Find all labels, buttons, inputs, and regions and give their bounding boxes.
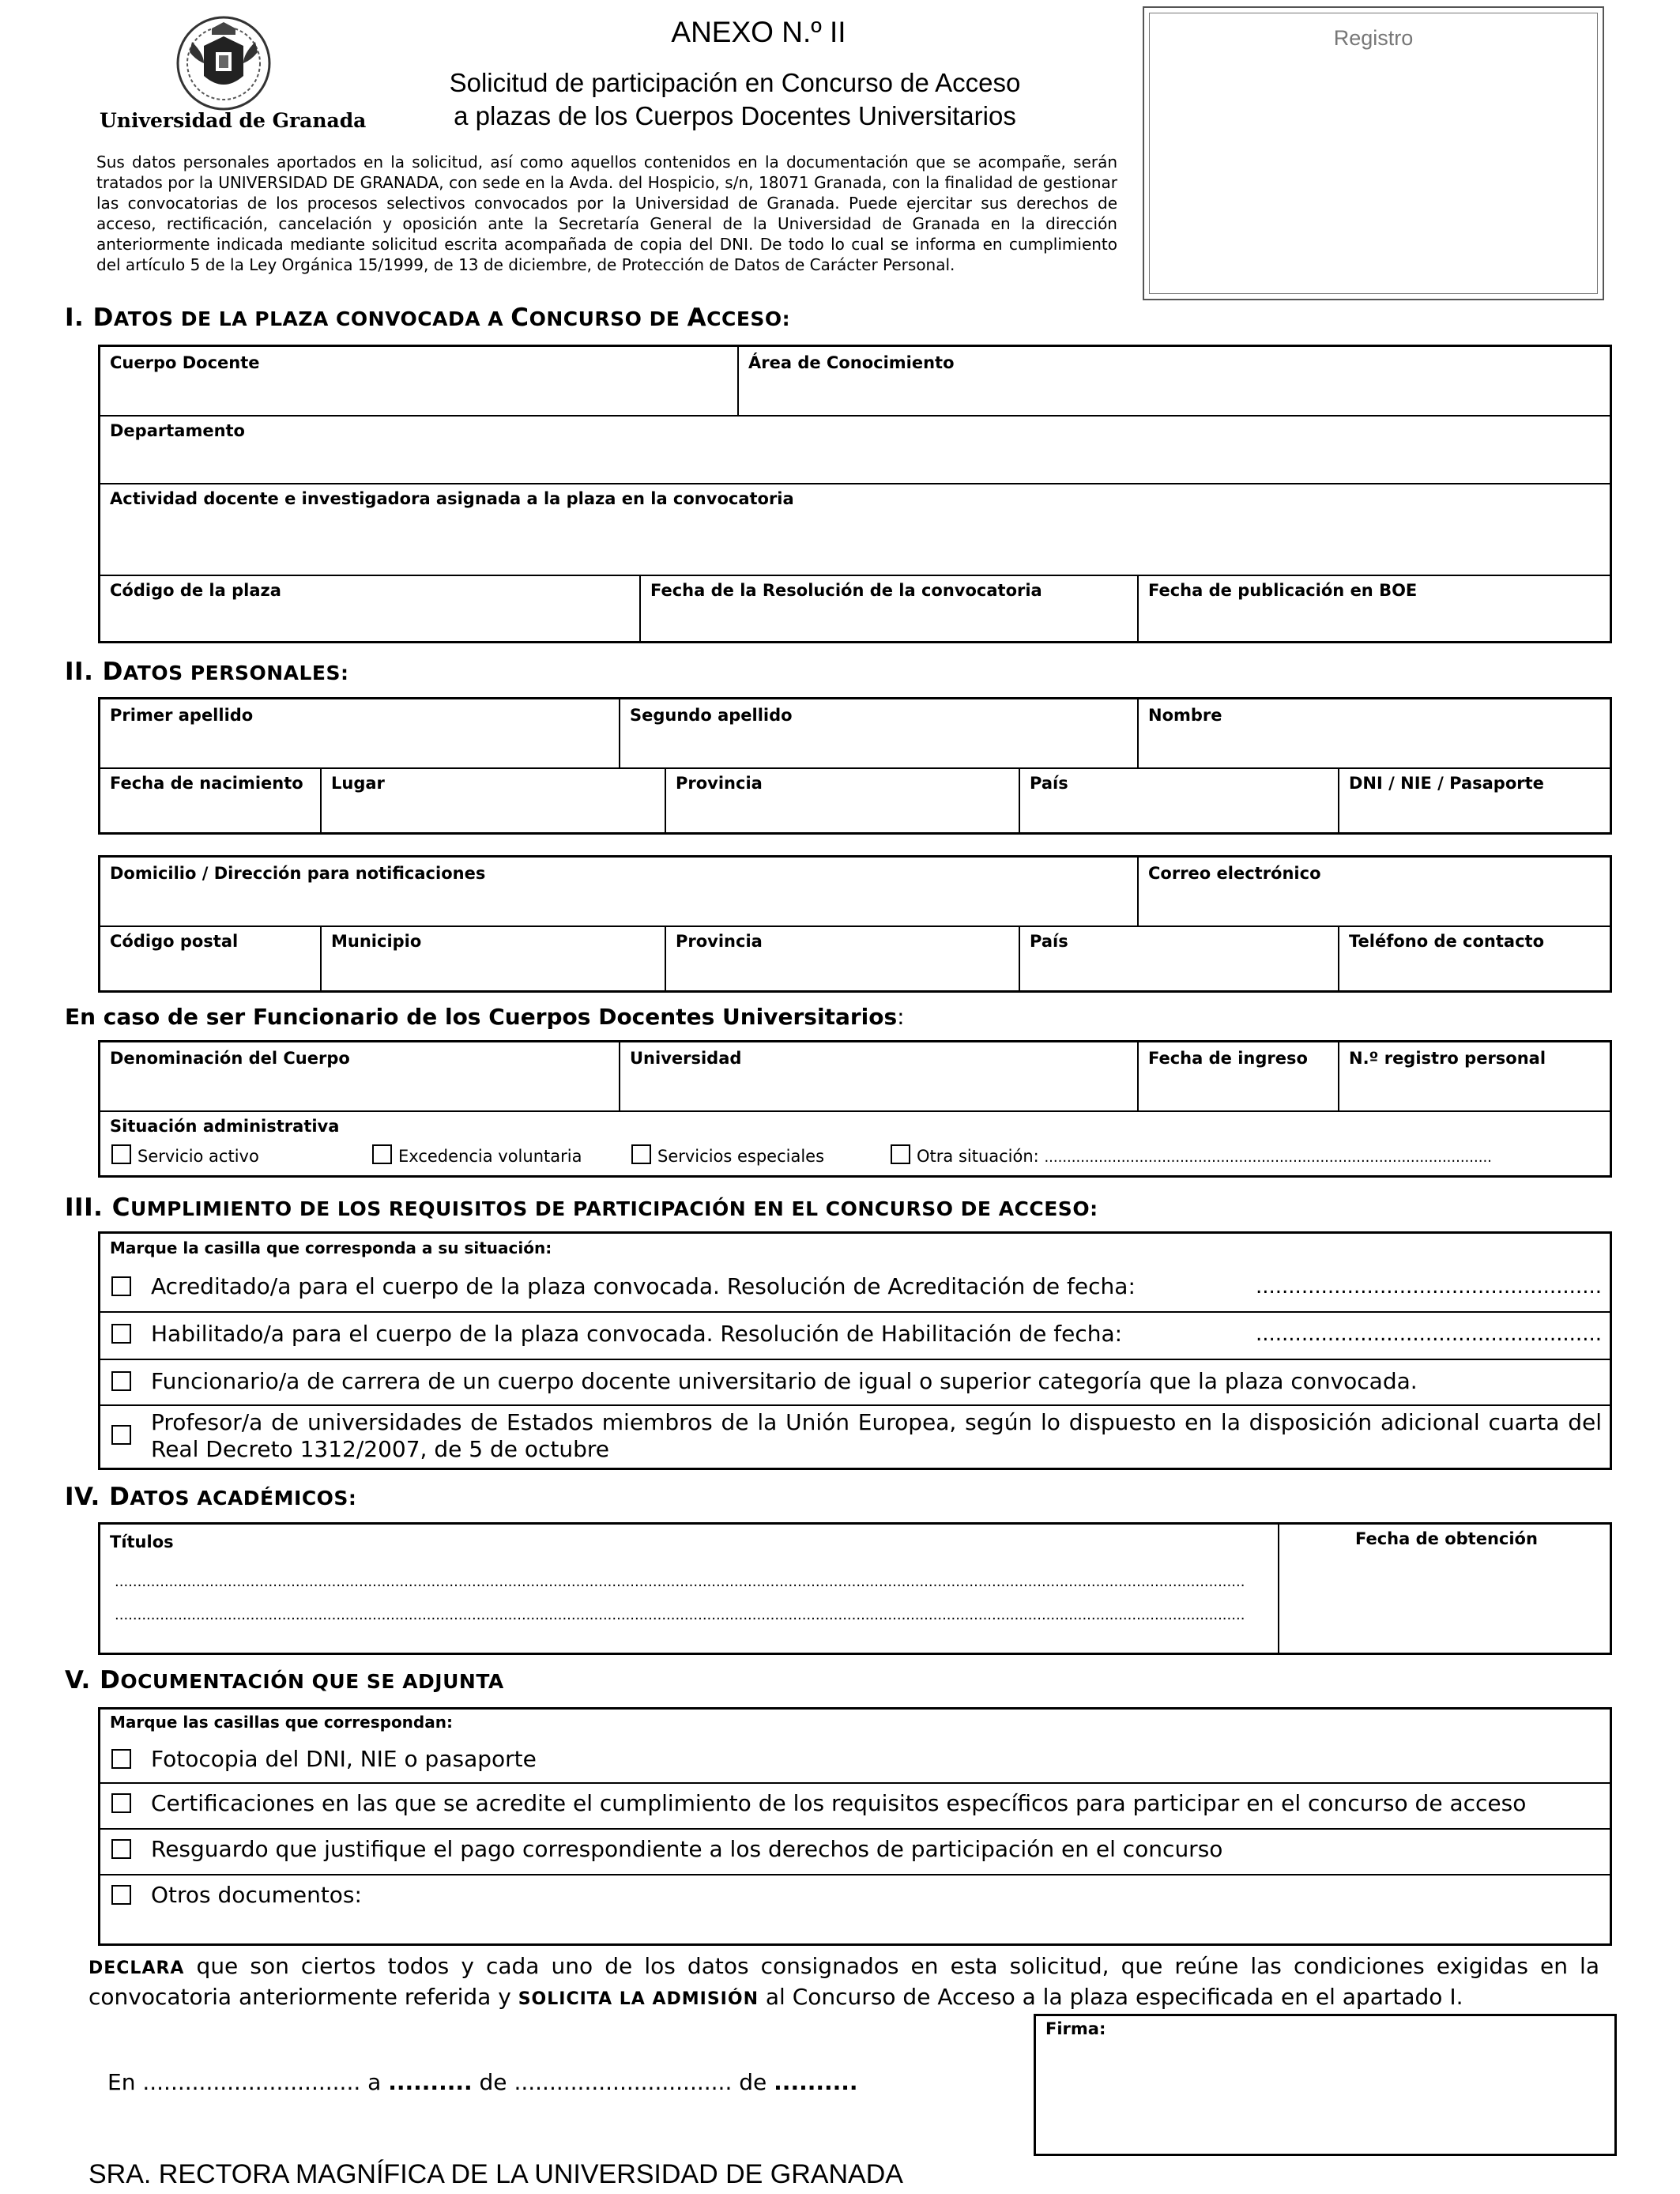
habilitado-dots: ..................................................... — [1255, 1322, 1602, 1346]
lugar-fecha-line: En ............................... a .......... de ............................... de .......... — [107, 2069, 858, 2095]
codigo-postal-field[interactable] — [100, 925, 320, 990]
fecha-boe-label: Fecha de publicación en BOE — [1148, 581, 1418, 600]
firma-box[interactable] — [1034, 2014, 1617, 2156]
lugar-label: Lugar — [331, 774, 385, 793]
correo-field[interactable] — [1137, 858, 1610, 925]
mes-input[interactable]: ............................... — [514, 2069, 733, 2095]
provincia2-label: Provincia — [676, 932, 763, 951]
codigo-postal-label: Código postal — [110, 932, 239, 951]
section-5-title: V. DOCUMENTACIÓN QUE SE ADJUNTA — [65, 1666, 504, 1695]
segundo-apellido-field[interactable] — [619, 699, 1137, 767]
titulo-line-2[interactable]: .......................................................................................................................................................................................................................................................... — [115, 1607, 1245, 1623]
pais2-field[interactable] — [1019, 925, 1338, 990]
departamento-field[interactable] — [100, 415, 1610, 483]
fecha-nacimiento-field[interactable] — [100, 767, 320, 832]
denominacion-label: Denominación del Cuerpo — [110, 1049, 350, 1068]
declaracion: DECLARA que son ciertos todos y cada uno de los datos consignados en esta solicitud, que reúne las condiciones exigidas en la convocatoria anteriormente referida y SOLICITA LA ADMISIÓN al Concurso de Acceso a la plaza especificada en el apartado I. — [89, 1953, 1599, 2010]
provincia2-field[interactable] — [665, 925, 1019, 990]
universidad-field[interactable] — [619, 1042, 1137, 1110]
dni-label: DNI / NIE / Pasaporte — [1349, 774, 1544, 793]
otra-situacion-option[interactable]: Otra situación: ................................................................................................... — [891, 1147, 1492, 1167]
telefono-label: Teléfono de contacto — [1349, 932, 1545, 951]
firma-label: Firma: — [1045, 2019, 1106, 2038]
personal-data-table — [98, 697, 1612, 835]
checkbox-icon[interactable] — [111, 1885, 131, 1905]
anio-input[interactable]: .......... — [774, 2069, 858, 2095]
registro-box — [1143, 6, 1604, 300]
lugar-field[interactable] — [320, 767, 665, 832]
primer-apellido-label: Primer apellido — [110, 706, 254, 725]
codigo-plaza-field[interactable] — [100, 575, 639, 641]
section-4-title: IV. DATOS ACADÉMICOS: — [65, 1483, 357, 1511]
situacion-field — [100, 1110, 1610, 1175]
fecha-ingreso-field[interactable] — [1137, 1042, 1338, 1110]
documentacion-instruction: Marque las casillas que correspondan: — [110, 1713, 453, 1732]
domicilio-label: Domicilio / Dirección para notificaciones — [110, 864, 486, 883]
universidad-label: Universidad — [630, 1049, 742, 1068]
destinatario: SRA. RECTORA MAGNÍFICA DE LA UNIVERSIDAD DE GRANADA — [89, 2159, 903, 2189]
telefono-field[interactable] — [1338, 925, 1610, 990]
anexo-title: ANEXO N.º II — [671, 16, 846, 48]
pais2-label: País — [1030, 932, 1068, 951]
fecha-boe-field[interactable] — [1137, 575, 1610, 641]
checkbox-icon[interactable] — [111, 1749, 131, 1769]
segundo-apellido-label: Segundo apellido — [630, 706, 793, 725]
checkbox-icon[interactable] — [111, 1839, 131, 1859]
acreditado-dots: ..................................................... — [1255, 1275, 1602, 1299]
domicilio-field[interactable] — [100, 858, 1137, 925]
checkbox-icon[interactable] — [372, 1144, 392, 1164]
registro-personal-field[interactable] — [1338, 1042, 1610, 1110]
fecha-obtencion-label: Fecha de obtención — [1355, 1529, 1538, 1548]
municipio-label: Municipio — [331, 932, 422, 951]
registro-personal-label: N.º registro personal — [1349, 1049, 1546, 1068]
departamento-label: Departamento — [110, 421, 245, 440]
correo-label: Correo electrónico — [1148, 864, 1321, 883]
funcionario-heading: En caso de ser Funcionario de los Cuerpos Docentes Universitarios: — [65, 1004, 905, 1030]
checkbox-icon[interactable] — [111, 1371, 131, 1391]
actividad-field[interactable] — [100, 483, 1610, 575]
area-field[interactable] — [737, 347, 1610, 415]
section-1-table — [98, 345, 1612, 643]
pais-field[interactable] — [1019, 767, 1338, 832]
checkbox-icon[interactable] — [891, 1144, 910, 1164]
cuerpo-docente-field[interactable] — [100, 347, 737, 415]
checkbox-icon[interactable] — [111, 1793, 131, 1813]
area-label: Área de Conocimiento — [748, 353, 955, 372]
codigo-plaza-label: Código de la plaza — [110, 581, 281, 600]
provincia-field[interactable] — [665, 767, 1019, 832]
requisitos-table: Marque la casilla que corresponda a su situación: Acreditado/a para el cuerpo de la plaza convocada. Resolución de Acreditación de fecha: ..................................................... Habilitado/a para el cuerpo de la plaza convocada. Resolución de Habilitación de fecha: ..................................................... Funcionario/a de carrera de un cuerpo docente universitario de igual o superior categoría que la plaza convocada. Profesor/a de universidades de Estados miembros de la Unión Europea, según lo dispuesto en la disposición adicional cuarta del Real Decreto 1312/2007, de 5 de octubre — [98, 1231, 1612, 1470]
coat-of-arms-icon — [93, 14, 354, 113]
denominacion-field[interactable] — [100, 1042, 619, 1110]
academicos-table — [98, 1522, 1612, 1655]
fecha-nacimiento-label: Fecha de nacimiento — [110, 774, 303, 793]
municipio-field[interactable] — [320, 925, 665, 990]
section-1-title: I. DATOS DE LA PLAZA CONVOCADA A CONCURSO DE ACCESO: — [65, 303, 791, 332]
provincia-label: Provincia — [676, 774, 763, 793]
dni-field[interactable] — [1338, 767, 1610, 832]
dia-input[interactable]: .......... — [388, 2069, 473, 2095]
primer-apellido-field[interactable] — [100, 699, 619, 767]
documentacion-table: Marque las casillas que correspondan: Fotocopia del DNI, NIE o pasaporte Certificaciones en las que se acredite el cumplimiento de los requisitos específicos para participar en el concurso de acceso Resguardo que justifique el pago correspondiente a los derechos de participación en el concurso Otros documentos: — [98, 1707, 1612, 1946]
nombre-field[interactable] — [1137, 699, 1610, 767]
checkbox-icon[interactable] — [111, 1144, 131, 1164]
titulos-label: Títulos — [110, 1532, 174, 1551]
actividad-label: Actividad docente e investigadora asignada a la plaza en la convocatoria — [110, 489, 794, 508]
otra-situacion-dots: ................................................................................................... — [1044, 1149, 1492, 1166]
fecha-resolucion-label: Fecha de la Resolución de la convocatoria — [650, 581, 1042, 600]
servicios-especiales-option[interactable]: Servicios especiales — [631, 1147, 824, 1167]
cuerpo-docente-label: Cuerpo Docente — [110, 353, 260, 372]
checkbox-icon[interactable] — [631, 1144, 651, 1164]
checkbox-icon[interactable] — [111, 1425, 131, 1445]
fecha-resolucion-field[interactable] — [639, 575, 1137, 641]
address-table — [98, 855, 1612, 993]
university-name: Universidad de Granada — [100, 109, 367, 132]
form-title — [363, 66, 1106, 133]
checkbox-icon[interactable] — [111, 1324, 131, 1344]
excedencia-option[interactable]: Excedencia voluntaria — [372, 1147, 582, 1167]
checkbox-icon[interactable] — [111, 1276, 131, 1296]
servicio-activo-option[interactable]: Servicio activo — [111, 1147, 259, 1167]
fecha-ingreso-label: Fecha de ingreso — [1148, 1049, 1308, 1068]
registro-label: Registro — [1333, 26, 1414, 50]
requisitos-instruction: Marque la casilla que corresponda a su situación: — [110, 1238, 552, 1257]
form-title-line1: Solicitud de participación en Concurso de Acceso — [449, 68, 1021, 97]
form-title-line2: a plazas de los Cuerpos Docentes Universitarios — [454, 101, 1016, 130]
lugar-input[interactable]: ............................... — [142, 2069, 361, 2095]
section-3-title: III. CUMPLIMIENTO DE LOS REQUISITOS DE PARTICIPACIÓN EN EL CONCURSO DE ACCESO: — [65, 1193, 1098, 1222]
section-2-title: II. DATOS PERSONALES: — [65, 658, 349, 686]
situacion-label: Situación administrativa — [110, 1117, 340, 1136]
pais-label: País — [1030, 774, 1068, 793]
nombre-label: Nombre — [1148, 706, 1222, 725]
privacy-notice: Sus datos personales aportados en la solicitud, así como aquellos contenidos en la documentación que se acompañe, serán tratados por la UNIVERSIDAD DE GRANADA, con sede en la Avda. del Hospicio, s/n, 18071 Granada, con la finalidad de gestionar las convocatorias de los procesos selectivos convocados por la Universidad de Granada. Puede ejercitar sus derechos de acceso, rectificación, cancelación y oposición ante la Secretaría General de la Universidad de Granada en la dirección anteriormente indicada mediante solicitud escrita acompañada de copia del DNI. De todo lo cual se informa en cumplimiento del artículo 5 de la Ley Orgánica 15/1999, de 13 de diciembre, de Protección de Datos de Carácter Personal. — [96, 153, 1117, 274]
titulo-line-1[interactable]: .......................................................................................................................................................................................................................................................... — [115, 1574, 1245, 1590]
funcionario-table — [98, 1040, 1612, 1178]
